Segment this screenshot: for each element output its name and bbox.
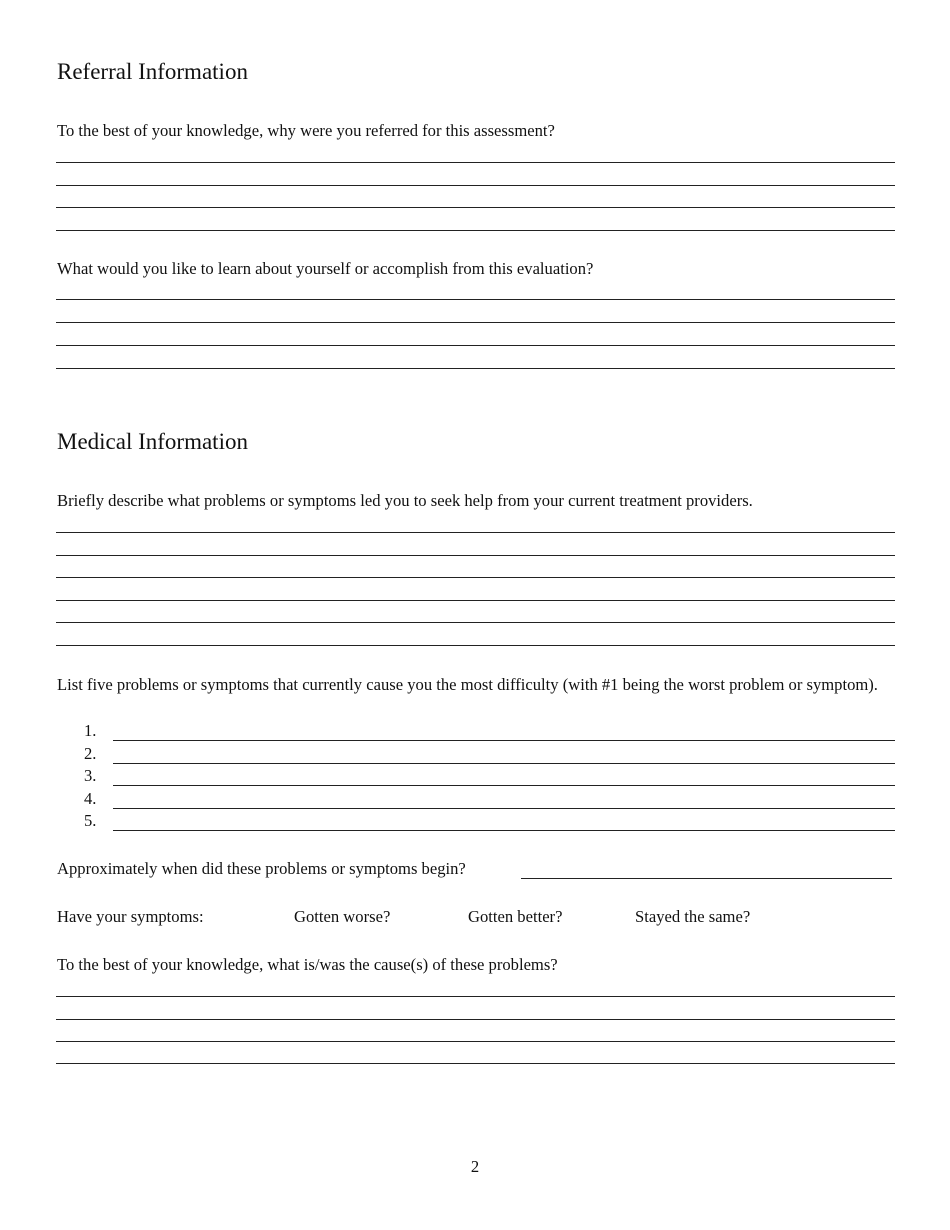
answer-line[interactable] bbox=[56, 322, 895, 323]
answer-line[interactable] bbox=[56, 645, 895, 646]
question-describe-problems: Briefly describe what problems or symptoms led you to seek help from your current treatment providers. bbox=[57, 491, 753, 510]
answer-line[interactable] bbox=[56, 162, 895, 163]
question-referral-reason: To the best of your knowledge, why were you referred for this assessment? bbox=[57, 121, 555, 140]
page-number: 2 bbox=[470, 1157, 480, 1176]
list-answer-line-1[interactable] bbox=[113, 740, 895, 741]
list-answer-line-5[interactable] bbox=[113, 830, 895, 831]
list-number: 2. bbox=[84, 744, 97, 763]
question-cause: To the best of your knowledge, what is/was the cause(s) of these problems? bbox=[57, 955, 558, 974]
answer-line[interactable] bbox=[56, 996, 895, 997]
list-number: 3. bbox=[84, 766, 97, 785]
answer-line[interactable] bbox=[56, 207, 895, 208]
list-answer-line-3[interactable] bbox=[113, 785, 895, 786]
question-symptom-change: Have your symptoms: bbox=[57, 907, 204, 926]
answer-line[interactable] bbox=[56, 185, 895, 186]
question-onset: Approximately when did these problems or symptoms begin? bbox=[57, 859, 466, 878]
list-number: 4. bbox=[84, 789, 97, 808]
answer-line[interactable] bbox=[56, 577, 895, 578]
answer-line[interactable] bbox=[56, 299, 895, 300]
onset-answer-line[interactable] bbox=[521, 878, 892, 879]
answer-line[interactable] bbox=[56, 532, 895, 533]
list-number: 1. bbox=[84, 721, 97, 740]
list-answer-line-2[interactable] bbox=[113, 763, 895, 764]
option-stayed-same[interactable]: Stayed the same? bbox=[635, 907, 751, 926]
referral-heading: Referral Information bbox=[57, 59, 248, 84]
list-number: 5. bbox=[84, 811, 97, 830]
answer-line[interactable] bbox=[56, 600, 895, 601]
option-gotten-worse[interactable]: Gotten worse? bbox=[294, 907, 391, 926]
question-learn-goals: What would you like to learn about yourself or accomplish from this evaluation? bbox=[57, 259, 594, 278]
answer-line[interactable] bbox=[56, 368, 895, 369]
answer-line[interactable] bbox=[56, 555, 895, 556]
option-gotten-better[interactable]: Gotten better? bbox=[468, 907, 563, 926]
answer-line[interactable] bbox=[56, 622, 895, 623]
answer-line[interactable] bbox=[56, 1019, 895, 1020]
list-answer-line-4[interactable] bbox=[113, 808, 895, 809]
question-list-five: List five problems or symptoms that currently cause you the most difficulty (with #1 being the worst problem or symptom). bbox=[57, 675, 878, 694]
medical-heading: Medical Information bbox=[57, 429, 248, 454]
answer-line[interactable] bbox=[56, 345, 895, 346]
answer-line[interactable] bbox=[56, 230, 895, 231]
answer-line[interactable] bbox=[56, 1063, 895, 1064]
answer-line[interactable] bbox=[56, 1041, 895, 1042]
